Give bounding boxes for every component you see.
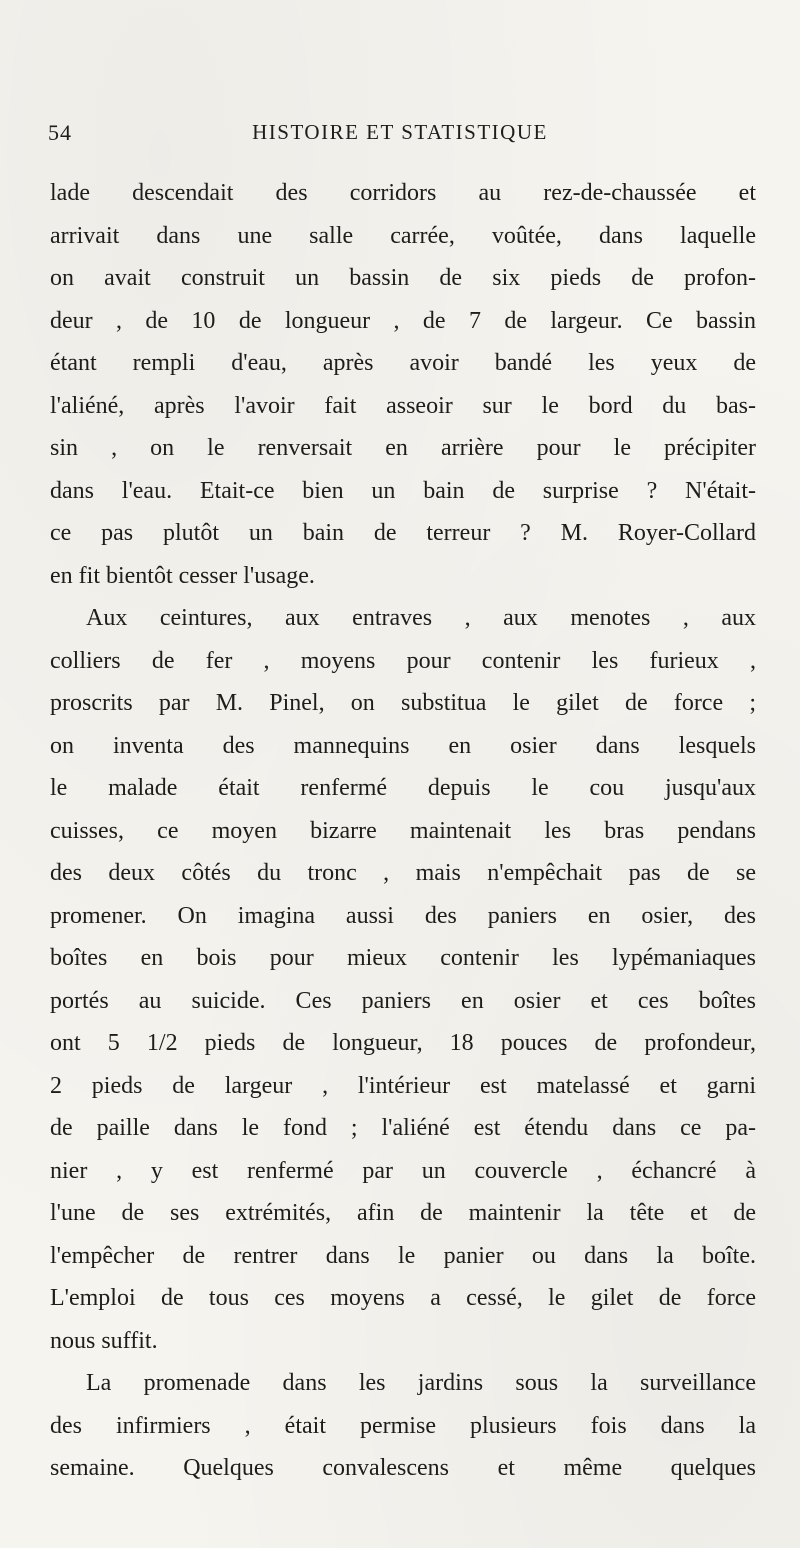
text-line: portés au suicide. Ces paniers en osier et ces boîtes [50,987,756,1014]
text-line: on inventa des mannequins en osier dans lesquels [50,732,756,759]
body-text [50,172,756,1490]
text-line: des deux côtés du tronc , mais n'empêchait pas de se [50,860,756,886]
text-line: L'emploi de tous ces moyens a cessé, le gilet de force [50,1285,756,1311]
text-line: l'empêcher de rentrer dans le panier ou dans la boîte. [50,1242,756,1269]
paragraph-end-line: en fit bientôt cesser l'usage. [50,562,315,589]
text-line: ce pas plutôt un bain de terreur ? M. Royer-Collard [50,520,756,546]
paragraph-start-line: La promenade dans les jardins sous la surveillance [86,1370,756,1396]
text-line: ont 5 1/2 pieds de longueur, 18 pouces de profondeur, [50,1030,756,1056]
text-line: proscrits par M. Pinel, on substitua le gilet de force ; [50,690,756,716]
text-line: dans l'eau. Etait-ce bien un bain de surprise ? N'était- [50,477,756,504]
text-line: nier , y est renfermé par un couvercle , échancré à [50,1157,756,1184]
text-line: des infirmiers , était permise plusieurs fois dans la [50,1412,756,1439]
running-title: HISTOIRE ET STATISTIQUE [252,120,548,144]
text-line: colliers de fer , moyens pour contenir les furieux , [50,647,756,674]
text-line: cuisses, ce moyen bizarre maintenait les bras pendans [50,817,756,844]
page-header [40,120,760,156]
paragraph-end-line: nous suffit. [50,1327,158,1354]
text-line: 2 pieds de largeur , l'intérieur est matelassé et garni [50,1072,756,1099]
text-line: étant rempli d'eau, après avoir bandé les yeux de [50,350,756,376]
text-line: deur , de 10 de longueur , de 7 de largeur. Ce bassin [50,307,756,334]
text-line: l'aliéné, après l'avoir fait asseoir sur le bord du bas- [50,392,756,419]
text-line: semaine. Quelques convalescens et même quelques [50,1455,756,1481]
text-line: le malade était renfermé depuis le cou jusqu'aux [50,775,756,801]
text-line: promener. On imagina aussi des paniers en osier, des [50,902,756,929]
text-line: boîtes en bois pour mieux contenir les lypémaniaques [50,945,756,971]
text-line: on avait construit un bassin de six pieds de profon- [50,265,756,291]
text-line: de paille dans le fond ; l'aliéné est étendu dans ce pa- [50,1115,756,1141]
text-line: lade descendait des corridors au rez-de-chaussée et [50,180,756,206]
page-number: 54 [48,120,72,145]
text-line: arrivait dans une salle carrée, voûtée, dans laquelle [50,222,756,249]
paragraph-start-line: Aux ceintures, aux entraves , aux menotes , aux [86,605,756,631]
text-line: sin , on le renversait en arrière pour le précipiter [50,435,756,461]
text-line: l'une de ses extrémités, afin de maintenir la tête et de [50,1200,756,1226]
